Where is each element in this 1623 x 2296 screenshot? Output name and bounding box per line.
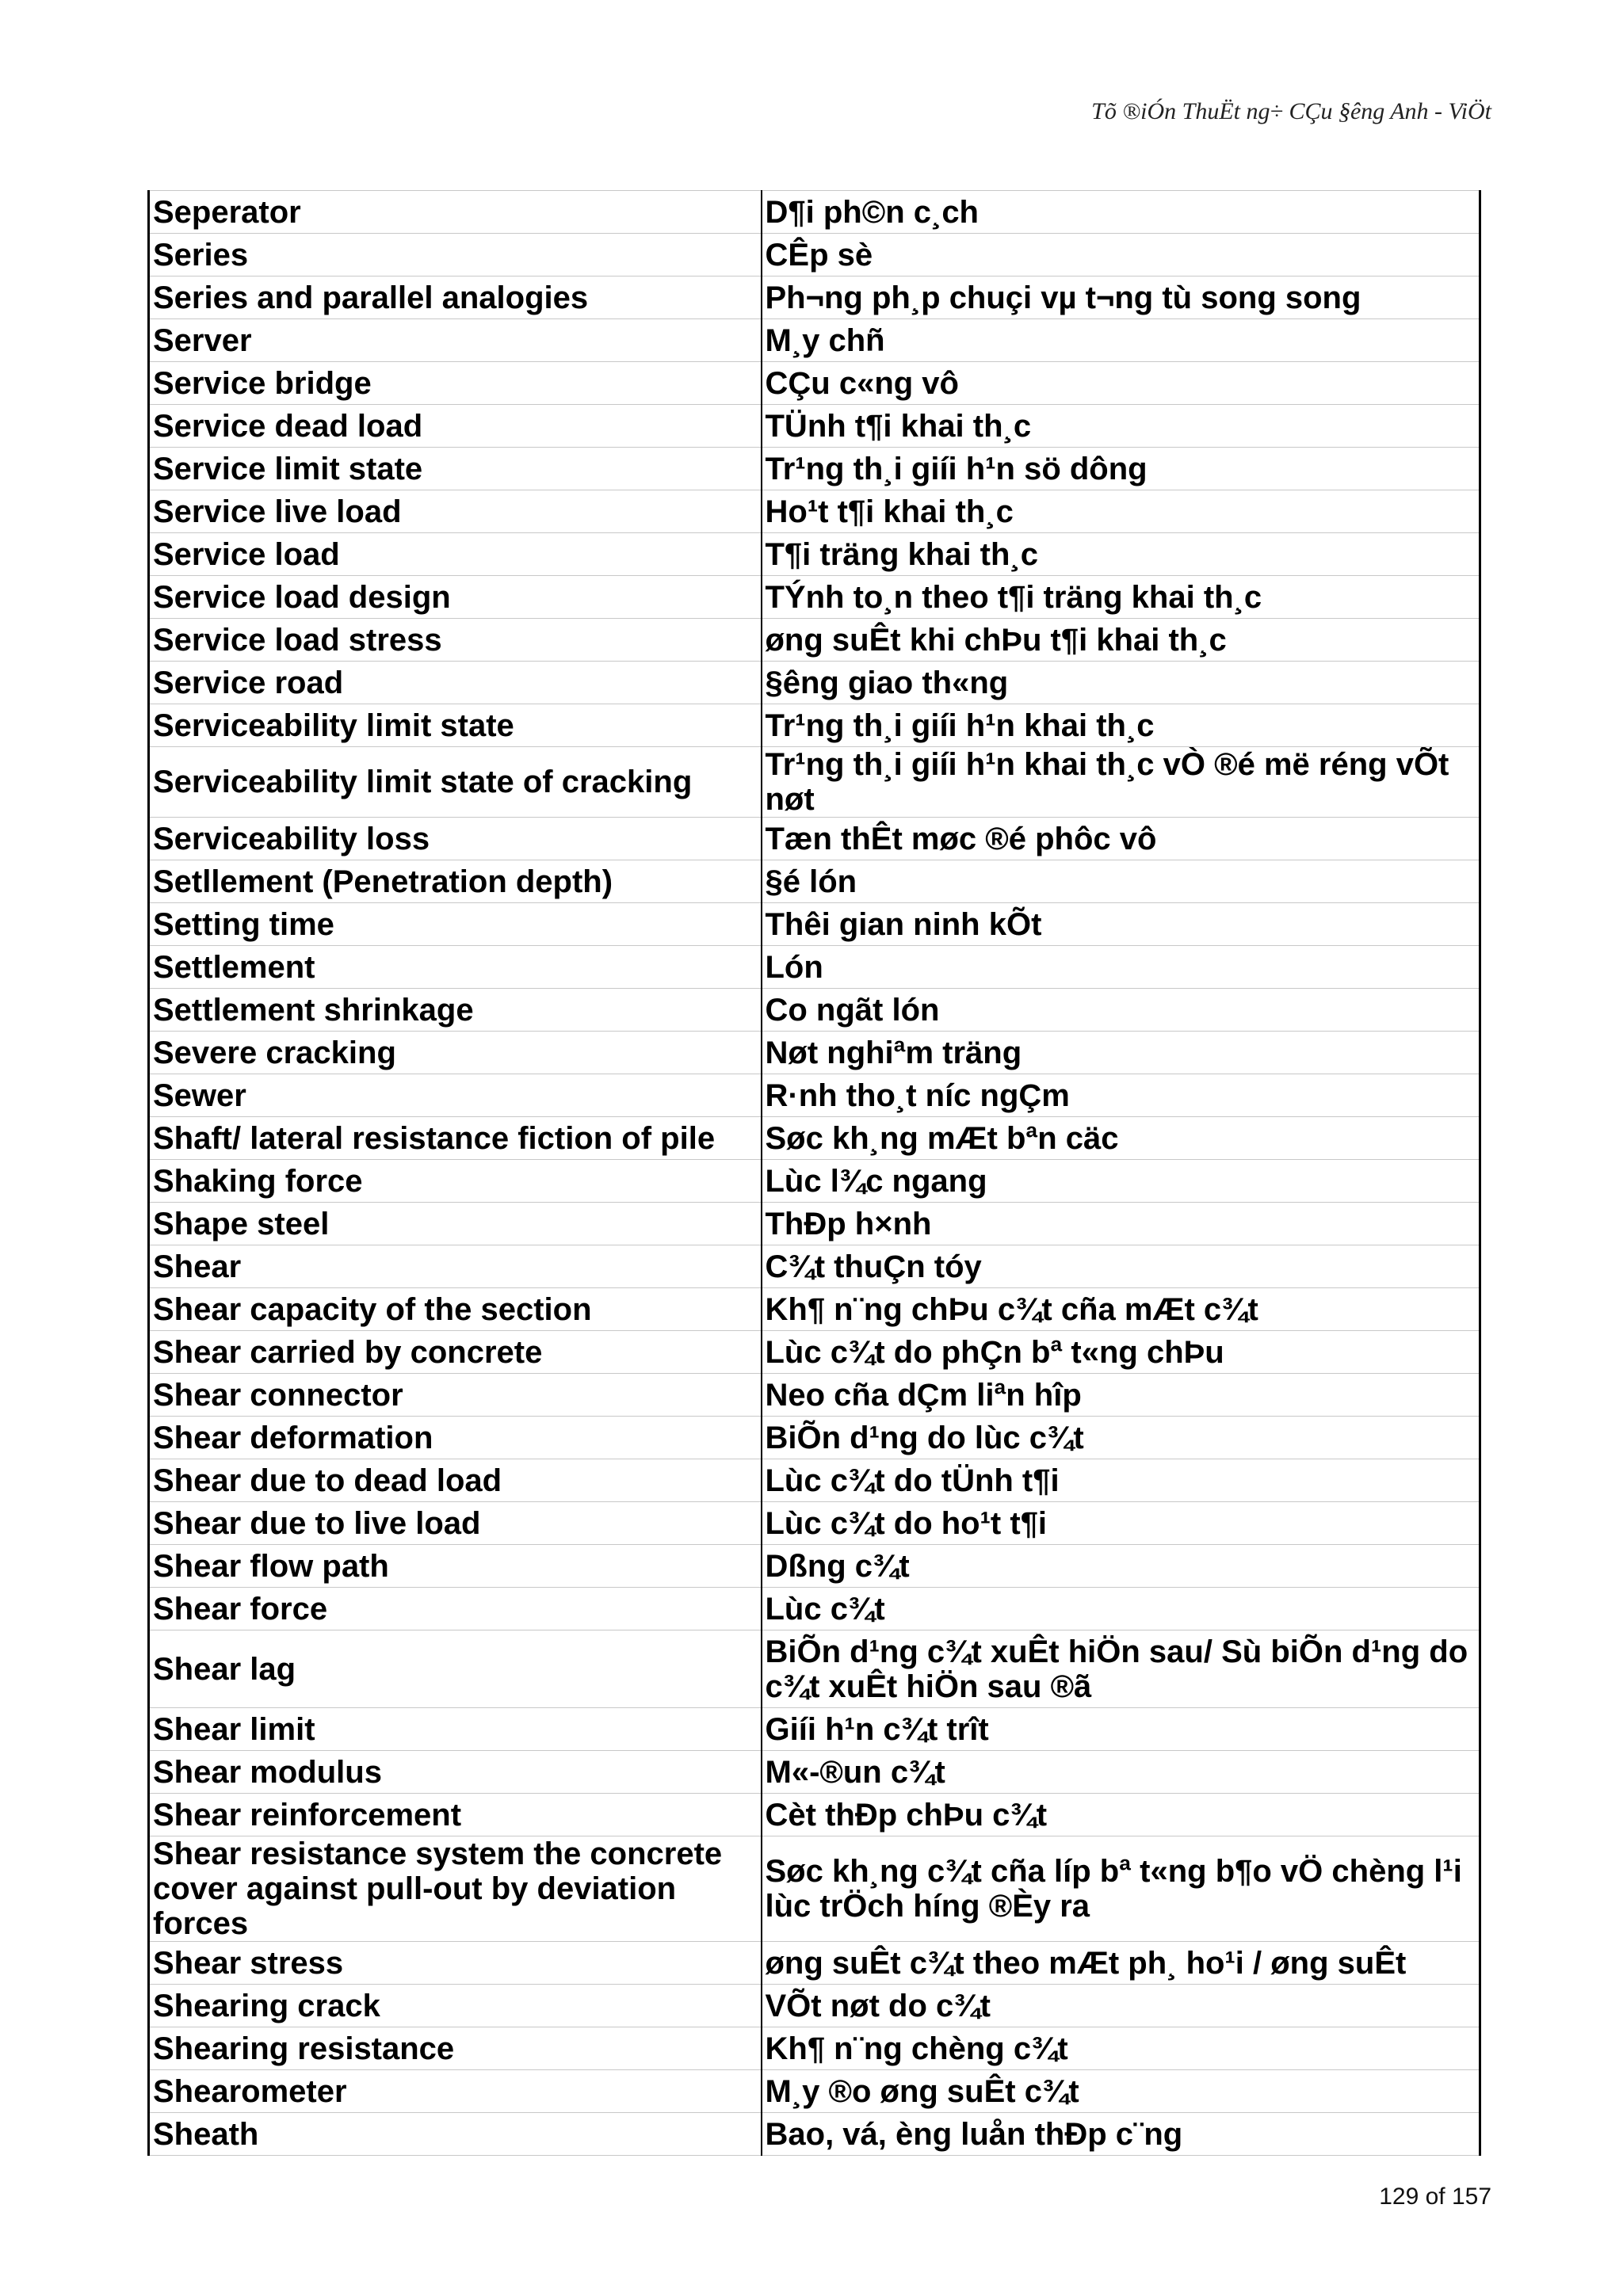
definition-cell: Tr¹ng th¸i giíi h¹n khai th¸c [762, 704, 1480, 747]
term-cell: Shear [149, 1245, 762, 1288]
term-cell: Service load design [149, 576, 762, 619]
table-row [149, 533, 1480, 576]
definition-cell: TÜnh t¶i khai th¸c [762, 405, 1480, 448]
term-cell: Serviceability limit state of cracking [149, 747, 762, 818]
term-cell: Settlement [149, 946, 762, 989]
term-cell: Shear carried by concrete [149, 1331, 762, 1374]
table-row [149, 1942, 1480, 1985]
term-cell: Shear due to live load [149, 1502, 762, 1545]
definition-cell: Cèt thÐp chÞu c¾t [762, 1794, 1480, 1836]
term-cell: Service live load [149, 490, 762, 533]
term-cell: Shear stress [149, 1942, 762, 1985]
definition-cell: øng suÊt c¾t theo mÆt ph¸ ho¹i / øng suÊt [762, 1942, 1480, 1985]
term-cell: Setting time [149, 903, 762, 946]
definition-cell: M¸y chñ [762, 319, 1480, 362]
table-row [149, 277, 1480, 319]
table-row [149, 1630, 1480, 1708]
table-row [149, 1794, 1480, 1836]
term-cell: Shear modulus [149, 1751, 762, 1794]
term-cell: Shearing crack [149, 1985, 762, 2027]
definition-cell: M¸y ®o øng suÊt c¾t [762, 2070, 1480, 2113]
term-cell: Shear flow path [149, 1545, 762, 1588]
definition-cell: Ho¹t t¶i khai th¸c [762, 490, 1480, 533]
term-cell: Shearometer [149, 2070, 762, 2113]
term-cell: Service road [149, 662, 762, 704]
table-row [149, 946, 1480, 989]
table-row [149, 448, 1480, 490]
term-cell: Shape steel [149, 1203, 762, 1245]
definition-cell: TÝnh to¸n theo t¶i träng khai th¸c [762, 576, 1480, 619]
term-cell: Shear reinforcement [149, 1794, 762, 1836]
term-cell: Settlement shrinkage [149, 989, 762, 1032]
table-row [149, 2070, 1480, 2113]
definition-cell: Lùc c¾t do ho¹t t¶i [762, 1502, 1480, 1545]
table-row [149, 234, 1480, 277]
term-cell: Series [149, 234, 762, 277]
glossary-table [147, 190, 1481, 2156]
definition-cell: Neo cña dÇm liªn hîp [762, 1374, 1480, 1417]
definition-cell: Kh¶ n¨ng chèng c¾t [762, 2027, 1480, 2070]
term-cell: Server [149, 319, 762, 362]
definition-cell: CÇu c«ng vô [762, 362, 1480, 405]
definition-cell: Kh¶ n¨ng chÞu c¾t cña mÆt c¾t [762, 1288, 1480, 1331]
definition-cell: §é lón [762, 860, 1480, 903]
definition-cell: BiÕn d¹ng do lùc c¾t [762, 1417, 1480, 1459]
definition-cell: M«-®un c¾t [762, 1751, 1480, 1794]
table-row [149, 1074, 1480, 1117]
table-row [149, 1985, 1480, 2027]
term-cell: Severe cracking [149, 1032, 762, 1074]
term-cell: Shear resistance system the concrete cover against pull-out by deviation forces [149, 1836, 762, 1942]
term-cell: Serviceability limit state [149, 704, 762, 747]
table-row [149, 1708, 1480, 1751]
table-row [149, 747, 1480, 818]
definition-cell: Thêi gian ninh kÕt [762, 903, 1480, 946]
term-cell: Shear force [149, 1588, 762, 1630]
term-cell: Seperator [149, 191, 762, 234]
table-row [149, 1032, 1480, 1074]
term-cell: Service dead load [149, 405, 762, 448]
table-row [149, 319, 1480, 362]
definition-cell: Nøt nghiªm träng [762, 1032, 1480, 1074]
term-cell: Service bridge [149, 362, 762, 405]
definition-cell: ThÐp h×nh [762, 1203, 1480, 1245]
definition-cell: Søc kh¸ng c¾t cña líp bª t«ng b¶o vÖ chèng l¹i lùc trÖch híng ®Èy ra [762, 1836, 1480, 1942]
term-cell: Shear lag [149, 1630, 762, 1708]
term-cell: Service load stress [149, 619, 762, 662]
term-cell: Service limit state [149, 448, 762, 490]
definition-cell: Søc kh¸ng mÆt bªn cäc [762, 1117, 1480, 1160]
table-row [149, 1203, 1480, 1245]
table-row [149, 576, 1480, 619]
term-cell: Shear due to dead load [149, 1459, 762, 1502]
page-number: 129 of 157 [1379, 2183, 1491, 2210]
table-row [149, 2113, 1480, 2156]
table-row [149, 1502, 1480, 1545]
definition-cell: Ph¬ng ph¸p chuçi vµ t¬ng tù song song [762, 277, 1480, 319]
term-cell: Shear limit [149, 1708, 762, 1751]
table-row [149, 619, 1480, 662]
definition-cell: Lùc c¾t [762, 1588, 1480, 1630]
table-row [149, 903, 1480, 946]
table-row [149, 1751, 1480, 1794]
table-row [149, 1417, 1480, 1459]
term-cell: Shaking force [149, 1160, 762, 1203]
definition-cell: øng suÊt khi chÞu t¶i khai th¸c [762, 619, 1480, 662]
table-row [149, 860, 1480, 903]
term-cell: Serviceability loss [149, 818, 762, 860]
definition-cell: §êng giao th«ng [762, 662, 1480, 704]
table-row [149, 704, 1480, 747]
definition-cell: Lùc c¾t do phÇn bª t«ng chÞu [762, 1331, 1480, 1374]
definition-cell: R·nh tho¸t níc ngÇm [762, 1074, 1480, 1117]
definition-cell: Tæn thÊt møc ®é phôc vô [762, 818, 1480, 860]
table-row [149, 362, 1480, 405]
table-row [149, 490, 1480, 533]
definition-cell: D¶i ph©n c¸ch [762, 191, 1480, 234]
term-cell: Shearing resistance [149, 2027, 762, 2070]
term-cell: Shear capacity of the section [149, 1288, 762, 1331]
term-cell: Shear connector [149, 1374, 762, 1417]
table-row [149, 1117, 1480, 1160]
definition-cell: Co ngãt lón [762, 989, 1480, 1032]
table-row [149, 1331, 1480, 1374]
glossary-body [149, 191, 1480, 2156]
table-row [149, 191, 1480, 234]
table-row [149, 1374, 1480, 1417]
table-row [149, 405, 1480, 448]
definition-cell: BiÕn d¹ng c¾t xuÊt hiÖn sau/ Sù biÕn d¹ng do c¾t xuÊt hiÖn sau ®ã [762, 1630, 1480, 1708]
table-row [149, 1459, 1480, 1502]
definition-cell: Dßng c¾t [762, 1545, 1480, 1588]
definition-cell: Bao, vá, èng luån thÐp c¨ng [762, 2113, 1480, 2156]
term-cell: Sewer [149, 1074, 762, 1117]
term-cell: Service load [149, 533, 762, 576]
definition-cell: Giíi h¹n c¾t trît [762, 1708, 1480, 1751]
term-cell: Shaft/ lateral resistance fiction of pile [149, 1117, 762, 1160]
table-row [149, 2027, 1480, 2070]
table-row [149, 1545, 1480, 1588]
table-row [149, 818, 1480, 860]
table-row [149, 1245, 1480, 1288]
term-cell: Setllement (Penetration depth) [149, 860, 762, 903]
definition-cell: T¶i träng khai th¸c [762, 533, 1480, 576]
definition-cell: Tr¹ng th¸i giíi h¹n sö dông [762, 448, 1480, 490]
running-header: Tõ ®iÓn ThuËt ng÷ CÇu §êng Anh - ViÖt [1091, 98, 1491, 124]
term-cell: Sheath [149, 2113, 762, 2156]
definition-cell: VÕt nøt do c¾t [762, 1985, 1480, 2027]
definition-cell: Tr¹ng th¸i giíi h¹n khai th¸c vÒ ®é më réng vÕt nøt [762, 747, 1480, 818]
definition-cell: Lùc c¾t do tÜnh t¶i [762, 1459, 1480, 1502]
term-cell: Series and parallel analogies [149, 277, 762, 319]
table-row [149, 1288, 1480, 1331]
definition-cell: Lùc l¾c ngang [762, 1160, 1480, 1203]
term-cell: Shear deformation [149, 1417, 762, 1459]
table-row [149, 1160, 1480, 1203]
definition-cell: CÊp sè [762, 234, 1480, 277]
table-row [149, 989, 1480, 1032]
definition-cell: C¾t thuÇn tóy [762, 1245, 1480, 1288]
table-row [149, 662, 1480, 704]
table-row [149, 1836, 1480, 1942]
definition-cell: Lón [762, 946, 1480, 989]
table-row [149, 1588, 1480, 1630]
